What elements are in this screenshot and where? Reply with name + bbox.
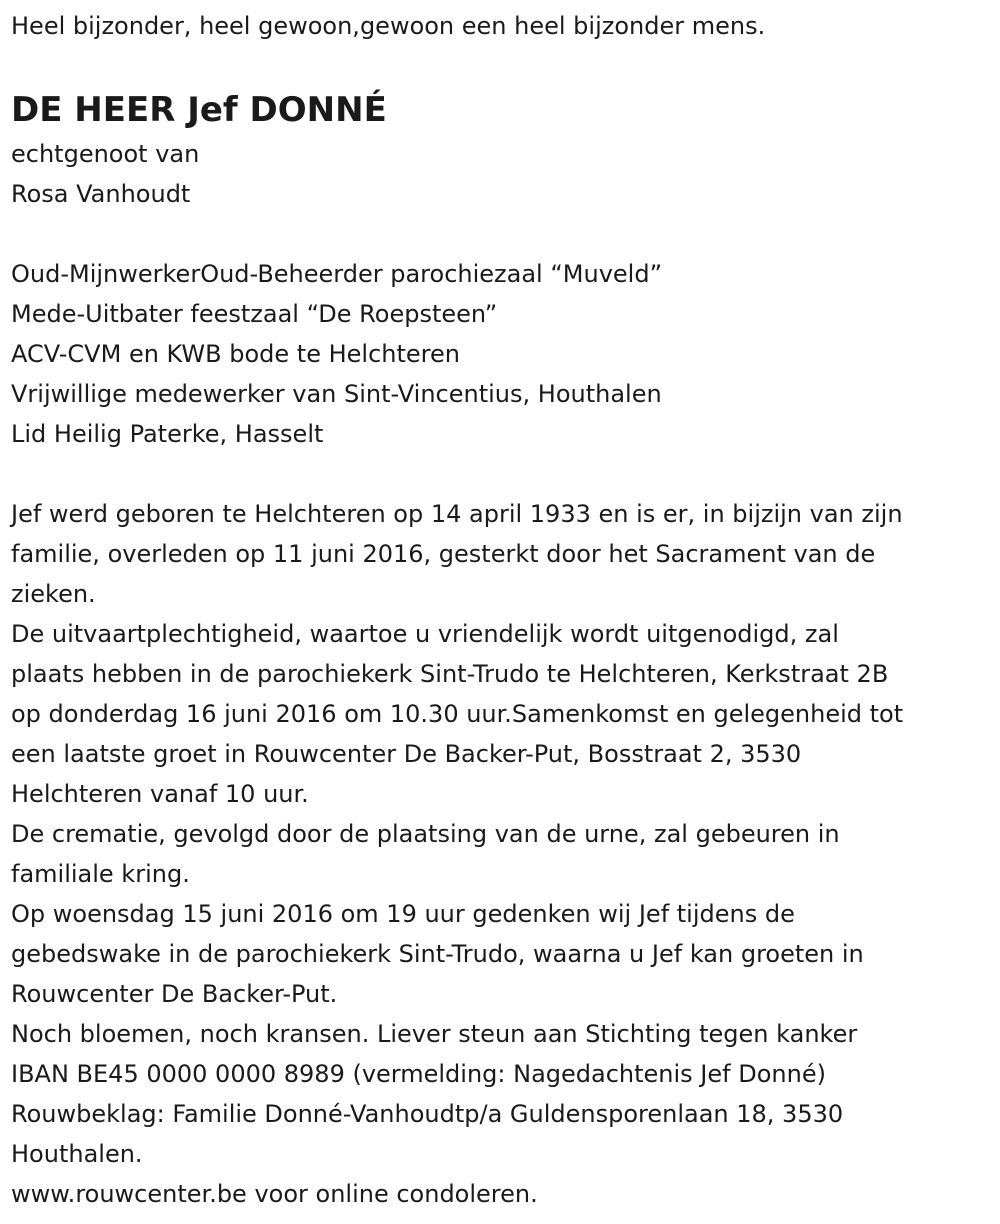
motto-text: Heel bijzonder, heel gewoon,gewoon een heel bijzonder mens. bbox=[11, 12, 766, 40]
body-text bbox=[11, 494, 1000, 1214]
spacer bbox=[11, 454, 1000, 494]
roles-list bbox=[11, 254, 1000, 454]
body-line: De uitvaartplechtigheid, waartoe u vriendelijk wordt uitgenodigd, zal bbox=[11, 620, 839, 648]
body-line: plaats hebben in de parochiekerk Sint-Trudo te Helchteren, Kerkstraat 2B bbox=[11, 660, 889, 688]
body-line: Op woensdag 15 juni 2016 om 19 uur gedenken wij Jef tijdens de bbox=[11, 900, 795, 928]
body-line: zieken. bbox=[11, 580, 96, 608]
spouse-name: Rosa Vanhoudt bbox=[11, 180, 191, 208]
role-item: ACV-CVM en KWB bode te Helchteren bbox=[11, 340, 460, 368]
body-line: een laatste groet in Rouwcenter De Backer-Put, Bosstraat 2, 3530 bbox=[11, 740, 802, 768]
body-line: Helchteren vanaf 10 uur. bbox=[11, 780, 309, 808]
body-line: IBAN BE45 0000 0000 8989 (vermelding: Nagedachtenis Jef Donné) bbox=[11, 1060, 826, 1088]
body-line: familie, overleden op 11 juni 2016, gesterkt door het Sacrament van de bbox=[11, 540, 876, 568]
spacer bbox=[11, 214, 1000, 254]
body-line: gebedswake in de parochiekerk Sint-Trudo, waarna u Jef kan groeten in bbox=[11, 940, 864, 968]
role-item: Mede-Uitbater feestzaal “De Roepsteen” bbox=[11, 300, 498, 328]
role-item: Oud-MijnwerkerOud-Beheerder parochiezaal “Muveld” bbox=[11, 260, 663, 288]
role-item: Vrijwillige medewerker van Sint-Vincentius, Houthalen bbox=[11, 380, 662, 408]
role-item: Lid Heilig Paterke, Hasselt bbox=[11, 420, 324, 448]
relation-label: echtgenoot van bbox=[11, 140, 200, 168]
page-title: DE HEER Jef DONNÉ bbox=[11, 90, 387, 130]
body-line: op donderdag 16 juni 2016 om 10.30 uur.Samenkomst en gelegenheid tot bbox=[11, 700, 904, 728]
body-line: familiale kring. bbox=[11, 860, 190, 888]
body-line: Rouwbeklag: Familie Donné-Vanhoudtp/a Guldensporenlaan 18, 3530 bbox=[11, 1100, 844, 1128]
body-line: Rouwcenter De Backer-Put. bbox=[11, 980, 338, 1008]
body-line: Jef werd geboren te Helchteren op 14 april 1933 en is er, in bijzijn van zijn bbox=[11, 500, 903, 528]
body-line: www.rouwcenter.be voor online condoleren. bbox=[11, 1180, 538, 1208]
body-line: Noch bloemen, noch kransen. Liever steun aan Stichting tegen kanker bbox=[11, 1020, 858, 1048]
body-line: Houthalen. bbox=[11, 1140, 143, 1168]
body-line: De crematie, gevolgd door de plaatsing van de urne, zal gebeuren in bbox=[11, 820, 840, 848]
